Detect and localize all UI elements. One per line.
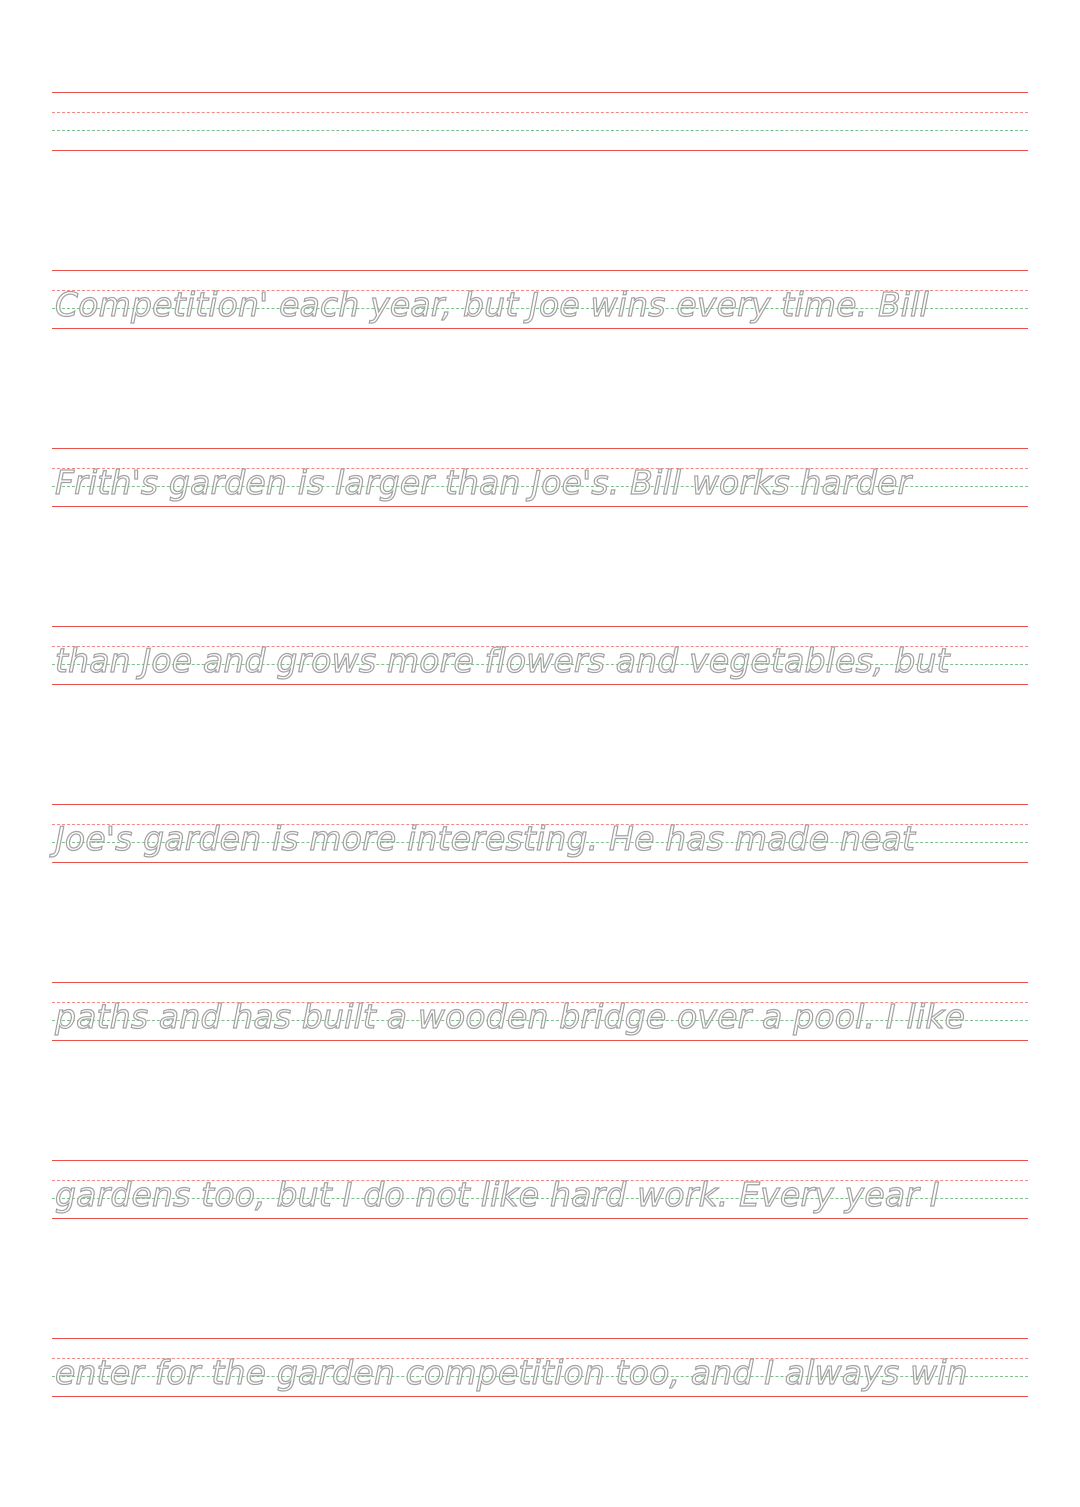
top-rule bbox=[52, 270, 1028, 271]
top-rule bbox=[52, 626, 1028, 627]
writing-band bbox=[0, 1160, 1080, 1220]
trace-text-line: Joe's garden is more interesting. He has made neat bbox=[55, 819, 916, 858]
trace-text-line: than Joe and grows more flowers and vegetables, but bbox=[55, 641, 950, 680]
top-rule bbox=[52, 92, 1028, 93]
trace-text-line: Frith's garden is larger than Joe's. Bill works harder bbox=[55, 463, 912, 502]
trace-text-line: Competition' each year, but Joe wins every time. Bill bbox=[55, 285, 929, 324]
bottom-rule bbox=[52, 1396, 1028, 1397]
trace-text-line: gardens too, but I do not like hard work. Every year I bbox=[55, 1175, 940, 1214]
mid-dashed-rule bbox=[52, 130, 1028, 131]
top-rule bbox=[52, 1338, 1028, 1339]
upper-dashed-rule bbox=[52, 112, 1028, 113]
top-rule bbox=[52, 804, 1028, 805]
bottom-rule bbox=[52, 1040, 1028, 1041]
top-rule bbox=[52, 982, 1028, 983]
writing-band bbox=[0, 270, 1080, 330]
bottom-rule bbox=[52, 506, 1028, 507]
top-rule bbox=[52, 448, 1028, 449]
writing-band bbox=[0, 448, 1080, 508]
bottom-rule bbox=[52, 1218, 1028, 1219]
top-rule bbox=[52, 1160, 1028, 1161]
writing-band bbox=[0, 92, 1080, 152]
writing-band bbox=[0, 982, 1080, 1042]
bottom-rule bbox=[52, 862, 1028, 863]
writing-band bbox=[0, 804, 1080, 864]
bottom-rule bbox=[52, 150, 1028, 151]
trace-text-line: enter for the garden competition too, and I always win bbox=[55, 1353, 968, 1392]
bottom-rule bbox=[52, 328, 1028, 329]
writing-band bbox=[0, 626, 1080, 686]
bottom-rule bbox=[52, 684, 1028, 685]
trace-text-line: paths and has built a wooden bridge over a pool. I like bbox=[55, 997, 966, 1036]
writing-band bbox=[0, 1338, 1080, 1398]
